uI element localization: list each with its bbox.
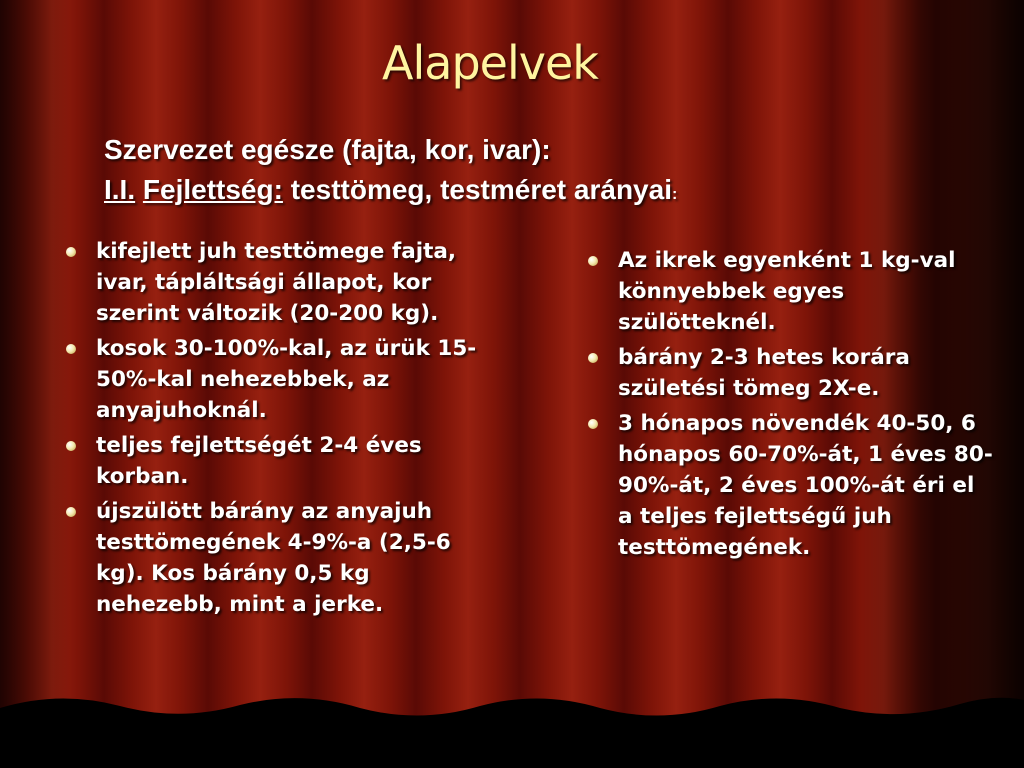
section-heading: Fejlettség:	[142, 174, 283, 205]
bullet-item	[584, 408, 994, 563]
bullet-icon	[66, 441, 76, 451]
bullet-icon	[588, 256, 598, 266]
bullet-item	[62, 333, 502, 426]
slide-subtitle	[104, 130, 677, 215]
bullet-item	[584, 342, 994, 404]
right-bullet-list	[584, 245, 994, 567]
bullet-icon	[588, 419, 598, 429]
subtitle-line-1: Szervezet egésze (fajta, kor, ivar):	[104, 134, 551, 165]
bullet-text: 3 hónapos növendék 40-50, 6 hónapos 60-70%-át, 1 éves 80-90%-át, 2 éves 100%-át éri el a teljes fejlettségű juh testtömegének.	[618, 411, 993, 560]
slide-title: Alapelvek	[382, 36, 598, 90]
bullet-item	[62, 236, 502, 329]
section-topic: testtömeg, testméret arányai	[290, 174, 672, 205]
subtitle-line-2	[104, 170, 677, 215]
bullet-item	[62, 430, 502, 492]
bullet-icon	[66, 344, 76, 354]
bullet-item	[584, 245, 994, 338]
bullet-icon	[66, 247, 76, 257]
bullet-text: Az ikrek egyenként 1 kg-val könnyebbek egyes szülötteknél.	[618, 248, 956, 335]
section-colon: :	[671, 186, 678, 203]
bullet-icon	[588, 353, 598, 363]
section-number: I.I.	[104, 174, 136, 205]
bullet-text: bárány 2-3 hetes korára születési tömeg 2X-e.	[618, 345, 910, 401]
bullet-item	[62, 496, 502, 620]
bullet-text: újszülött bárány az anyajuh testtömegének 4-9%-a (2,5-6 kg). Kos bárány 0,5 kg nehezebb, mint a jerke.	[96, 499, 451, 617]
bullet-icon	[66, 507, 76, 517]
bullet-text: teljes fejlettségét 2-4 éves korban.	[96, 433, 422, 489]
bullet-text: kosok 30-100%-kal, az ürük 15-50%-kal nehezebbek, az anyajuhoknál.	[96, 336, 477, 423]
bullet-text: kifejlett juh testtömege fajta, ivar, tápláltsági állapot, kor szerint változik (20-200 kg).	[96, 239, 457, 326]
left-bullet-list	[62, 236, 502, 624]
